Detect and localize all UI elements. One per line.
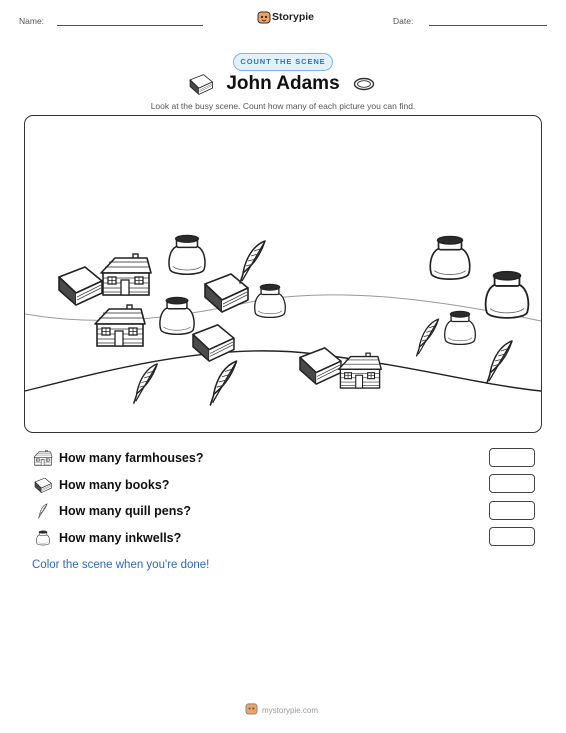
activity-badge: COUNT THE SCENE	[233, 53, 333, 71]
name-field[interactable]	[57, 25, 203, 26]
inkwell-icon	[33, 530, 53, 546]
question-quill-pens: How many quill pens?	[59, 504, 191, 518]
farmhouse-icon	[95, 305, 145, 346]
quill-icon	[210, 361, 236, 405]
quill-icon	[33, 503, 53, 519]
count-scene	[24, 115, 542, 433]
inkwell-icon	[255, 284, 286, 317]
inkwell-icon	[430, 237, 469, 280]
spectacles-icon	[353, 76, 375, 92]
quill-icon	[134, 364, 157, 403]
date-field[interactable]	[429, 25, 547, 26]
inkwell-icon	[160, 297, 194, 334]
book-icon	[33, 477, 53, 493]
brand-name: Storypie	[272, 11, 315, 23]
quill-icon	[487, 341, 512, 383]
answer-box-farmhouses[interactable]	[489, 448, 535, 467]
storypie-logo-icon	[245, 702, 258, 715]
storypie-logo-icon	[257, 10, 271, 24]
question-farmhouses: How many farmhouses?	[59, 451, 204, 465]
question-books: How many books?	[59, 478, 170, 492]
book-icon	[193, 325, 234, 361]
inkwell-icon	[445, 311, 476, 344]
footer-url: mystorypie.com	[262, 706, 319, 715]
farmhouse-icon	[101, 254, 151, 295]
page-title: John Adams	[226, 73, 340, 94]
inkwell-icon	[169, 235, 205, 274]
answer-box-quill-pens[interactable]	[489, 501, 535, 520]
answer-box-inkwells[interactable]	[489, 527, 535, 546]
farmhouse-icon	[33, 450, 53, 466]
color-prompt: Color the scene when you're done!	[32, 559, 210, 571]
instructions: Look at the busy scene. Count how many of each picture you can find.	[150, 101, 416, 111]
quill-icon	[417, 319, 439, 356]
date-label: Date:	[393, 16, 414, 26]
question-inkwells: How many inkwells?	[59, 531, 182, 545]
answer-box-books[interactable]	[489, 474, 535, 493]
foreground-hill	[25, 351, 541, 391]
quill-icon	[240, 241, 265, 283]
inkwell-icon	[486, 272, 529, 318]
name-label: Name:	[19, 16, 45, 26]
book-icon	[59, 267, 102, 305]
